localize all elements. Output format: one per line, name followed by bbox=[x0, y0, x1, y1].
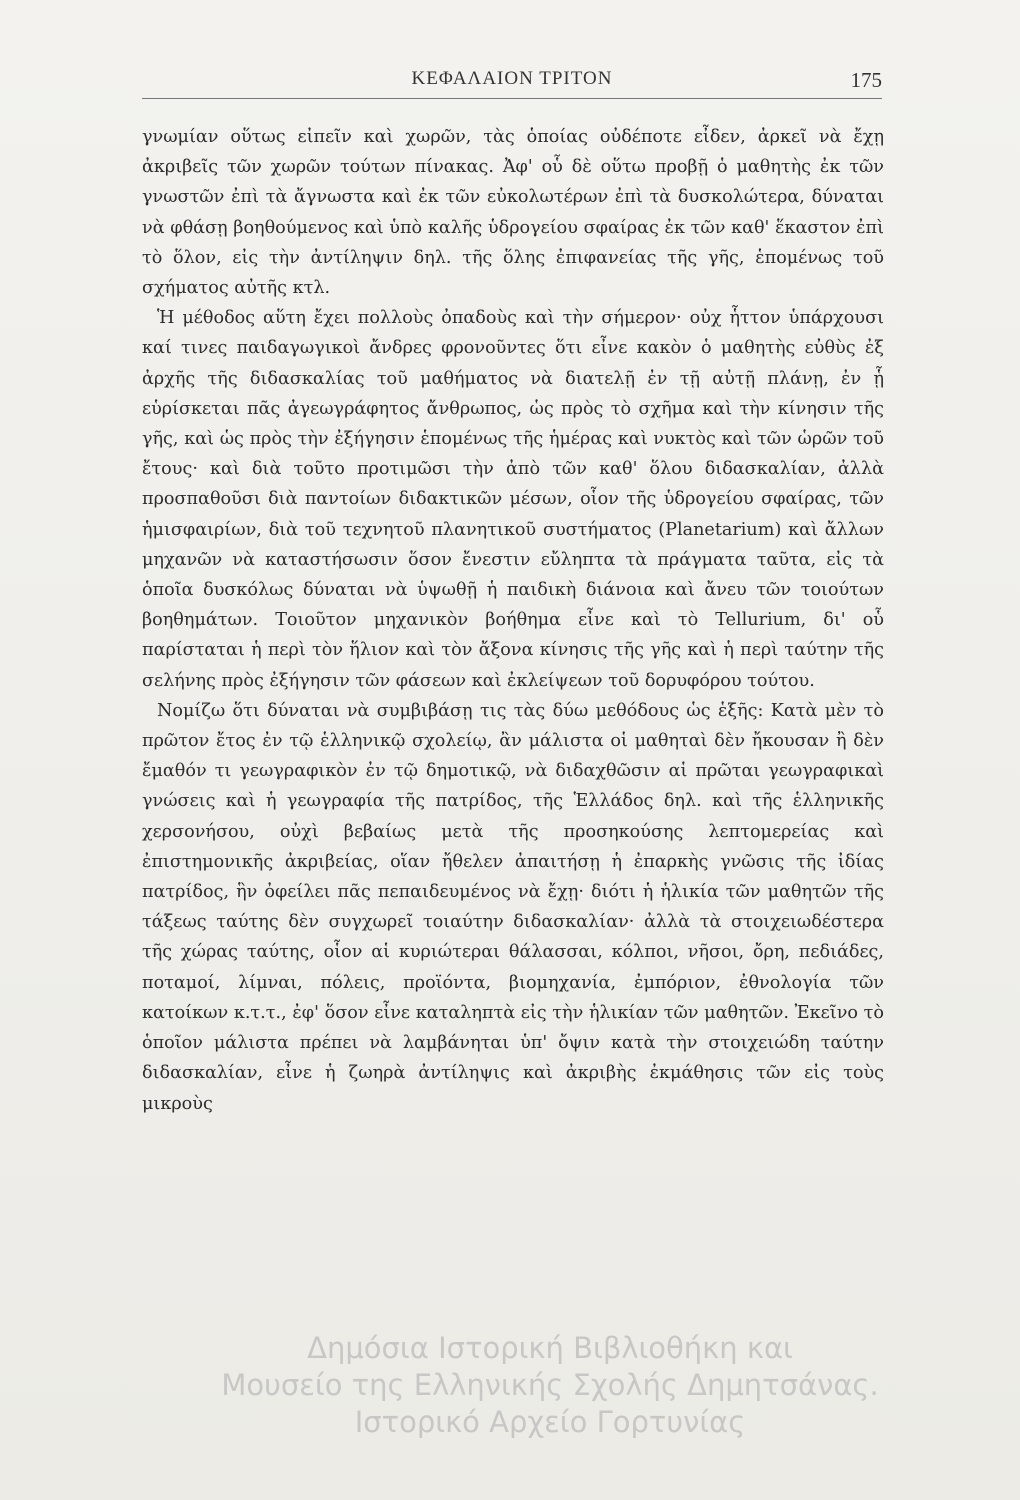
page-number: 175 bbox=[850, 68, 882, 92]
paragraph: Ἡ μέθοδος αὕτη ἔχει πολλοὺς ὀπαδοὺς καὶ τὴν σήμερον· οὐχ ἧττον ὑπάρχουσι καί τινες παιδαγωγικοὶ ἄνδρες φρονοῦντες ὅτι εἶνε κακὸν ὁ μαθητὴς εὐθὺς ἐξ ἀρχῆς τῆς διδασκαλίας τοῦ μαθήματος νὰ διατελῇ ἐν τῇ αὐτῇ πλάνῃ, ἐν ᾗ εὑρίσκεται πᾶς ἀγεωγράφητος ἄνθρωπος, ὡς πρὸς τὸ σχῆμα καὶ τὴν κίνησιν τῆς γῆς, καὶ ὡς πρὸς τὴν ἐξήγησιν ἑπομένως τῆς ἡμέρας καὶ νυκτὸς καὶ τῶν ὡρῶν τοῦ ἔτους· καὶ διὰ τοῦτο προτιμῶσι τὴν ἀπὸ τῶν καθ' ὅλου διδασκαλίαν, ἀλλὰ προσπαθοῦσι διὰ παντοίων διδακτικῶν μέσων, οἷον τῆς ὑδρογείου σφαίρας, τῶν ἡμισφαιρίων, διὰ τοῦ τεχνητοῦ πλανητικοῦ συστήματος (Planetarium) καὶ ἄλλων μηχανῶν νὰ καταστήσωσιν ὅσον ἔνεστιν εὔληπτα τὰ πράγματα ταῦτα, εἰς τὰ ὁποῖα δυσκόλως δύναται νὰ ὑψωθῇ ἡ παιδικὴ διάνοια καὶ ἄνευ τῶν τοιούτων βοηθημάτων. Τοιοῦτον μηχανικὸν βοήθημα εἶνε καὶ τὸ Tellurium, δι' οὗ παρίσταται ἡ περὶ τὸν ἥλιον καὶ τὸν ἄξονα κίνησις τῆς γῆς καὶ ἡ περὶ ταύτην τῆς σελήνης πρὸς ἐξήγησιν τῶν φάσεων καὶ ἐκλείψεων τοῦ δορυφόρου τούτου. bbox=[142, 308, 884, 691]
watermark-line: Δημόσια Ιστορική Βιβλιοθήκη και bbox=[307, 1331, 793, 1365]
paragraph: Νομίζω ὅτι δύναται νὰ συμβιβάσῃ τις τὰς δύω μεθόδους ὡς ἑξῆς: Κατὰ μὲν τὸ πρῶτον ἔτος ἐν τῷ ἑλληνικῷ σχολείῳ, ἂν μάλιστα οἱ μαθηταὶ δὲν ἤκουσαν ἢ δὲν ἔμαθόν τι γεωγραφικὸν ἐν τῷ δημοτικῷ, νὰ διδαχθῶσιν αἱ πρῶται γεωγραφικαὶ γνώσεις καὶ ἡ γεωγραφία τῆς πατρίδος, τῆς Ἑλλάδος δηλ. καὶ τῆς ἑλληνικῆς χερσονήσου, οὐχὶ βεβαίως μετὰ τῆς προσηκούσης λεπτομερείας καὶ ἐπιστημονικῆς ἀκριβείας, οἵαν ἤθελεν ἀπαιτήσῃ ἡ ἐπαρκὴς γνῶσις τῆς ἰδίας πατρίδος, ἣν ὀφείλει πᾶς πεπαιδευμένος νὰ ἔχῃ· διότι ἡ ἡλικία τῶν μαθητῶν τῆς τάξεως ταύτης δὲν συγχωρεῖ τοιαύτην διδασκαλίαν· ἀλλὰ τὰ στοιχειωδέστερα τῆς χώρας ταύτης, οἷον αἱ κυριώτεραι θάλασσαι, κόλποι, νῆσοι, ὄρη, πεδιάδες, ποταμοί, λίμναι, πόλεις, προϊόντα, βιομηχανία, ἐμπόριον, ἐθνολογία τῶν κατοίκων κ.τ.τ., ἐφ' ὅσον εἶνε καταληπτὰ εἰς τὴν ἡλικίαν τῶν μαθητῶν. Ἐκεῖνο τὸ ὁποῖον μάλιστα πρέπει νὰ λαμβάνηται ὑπ' ὄψιν κατὰ τὴν στοιχειώδη ταύτην διδασκαλίαν, εἶνε ἡ ζωηρὰ ἀντίληψις καὶ ἀκριβὴς ἐκμάθησις τῶν εἰς τοὺς μικροὺς bbox=[142, 700, 884, 1114]
watermark-line: Ιστορικό Αρχείο Γορτυνίας bbox=[354, 1405, 746, 1439]
header-rule bbox=[142, 98, 882, 99]
paragraph: γνωμίαν οὕτως εἰπεῖν καὶ χωρῶν, τὰς ὁποίας οὐδέποτε εἶδεν, ἀρκεῖ νὰ ἔχῃ ἀκριβεῖς τῶν χωρῶν τούτων πίνακας. Ἀφ' οὗ δὲ οὕτω προβῇ ὁ μαθητὴς ἐκ τῶν γνωστῶν ἐπὶ τὰ ἄγνωστα καὶ ἐκ τῶν εὐκολωτέρων ἐπὶ τὰ δυσκολώτερα, δύναται νὰ φθάσῃ βοηθούμενος καὶ ὑπὸ καλῆς ὑδρογείου σφαίρας ἐκ τῶν καθ' ἕκαστον ἐπὶ τὸ ὅλον, εἰς τὴν ἀντίληψιν δηλ. τῆς ὅλης ἐπιφανείας τῆς γῆς, ἑπομένως τοῦ σχήματος αὐτῆς κτλ. bbox=[142, 127, 884, 299]
library-watermark bbox=[200, 1330, 900, 1441]
running-title: ΚΕΦΑΛΑΙΟΝ ΤΡΙΤΟΝ bbox=[411, 68, 613, 89]
page-header bbox=[142, 68, 882, 98]
body-text bbox=[142, 122, 884, 1119]
watermark-line: Μουσείο της Ελληνικής Σχολής Δημητσάνας. bbox=[221, 1368, 879, 1402]
